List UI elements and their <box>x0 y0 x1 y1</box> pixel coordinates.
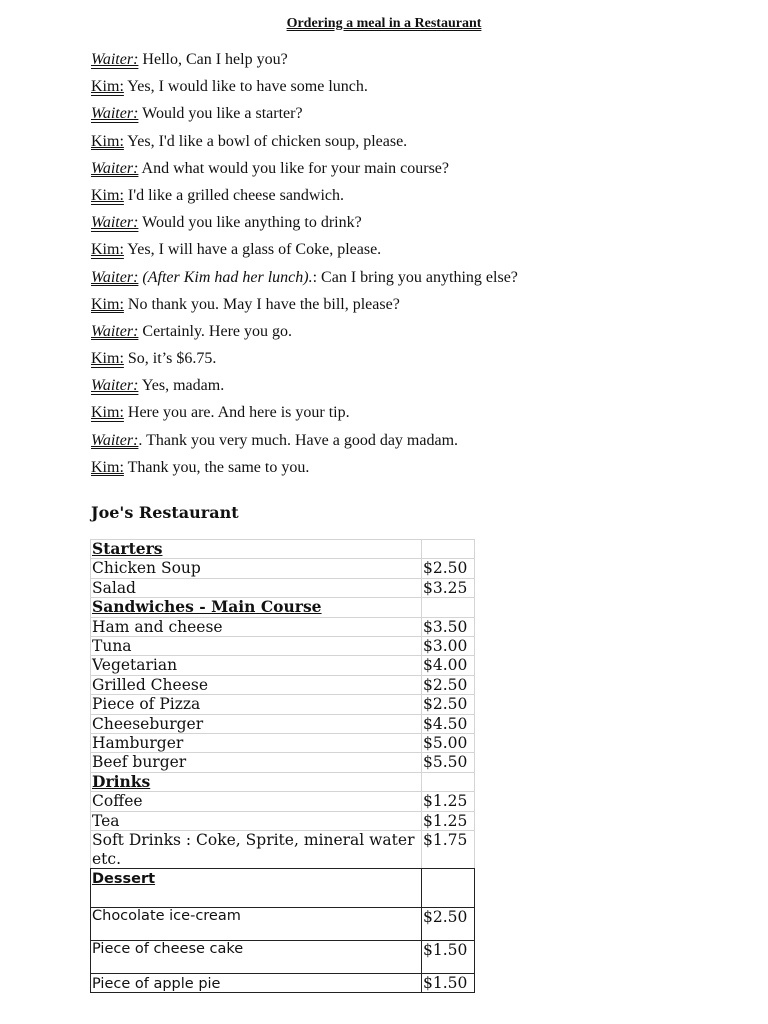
line-text: I'd like a grilled cheese sandwich. <box>123 186 345 204</box>
dialogue-line <box>91 295 518 322</box>
section-row <box>91 540 475 559</box>
line-text: Certainly. Here you go. <box>138 322 292 340</box>
menu-item: Salad <box>91 578 422 597</box>
line-text: Thank you, the same to you. <box>123 458 310 476</box>
dialogue <box>91 50 518 485</box>
menu-price: $2.50 <box>422 908 475 941</box>
table-row <box>91 734 475 753</box>
speaker-kim: Kim: <box>91 78 124 96</box>
table-row <box>91 941 475 974</box>
line-text: Here you are. And here is your tip. <box>123 404 350 422</box>
section-row <box>91 772 475 791</box>
menu-price: $1.50 <box>422 941 475 974</box>
dialogue-line <box>91 240 518 267</box>
speaker-kim: Kim: <box>91 295 124 313</box>
table-row <box>91 637 475 656</box>
table-row <box>91 974 475 993</box>
menu-price: $3.50 <box>422 617 475 636</box>
line-text: Yes, I will have a glass of Coke, please. <box>123 241 382 259</box>
table-row <box>91 714 475 733</box>
menu-item: Beef burger <box>91 753 422 772</box>
menu-item: Soft Drinks : Coke, Sprite, mineral water etc. <box>91 831 422 869</box>
menu-item: Grilled Cheese <box>91 675 422 694</box>
dialogue-line <box>91 213 518 240</box>
line-text: . Thank you very much. Have a good day madam. <box>138 431 459 449</box>
stage-direction: (After Kim had her lunch). <box>138 268 313 286</box>
menu-price: $3.25 <box>422 578 475 597</box>
dialogue-line <box>91 77 518 104</box>
table-row <box>91 792 475 811</box>
speaker-kim: Kim: <box>91 241 124 259</box>
menu-item: Piece of apple pie <box>91 974 422 993</box>
line-text: Would you like anything to drink? <box>138 214 362 232</box>
menu-item: Cheeseburger <box>91 714 422 733</box>
line-text: So, it’s $6.75. <box>123 350 217 368</box>
section-starters: Starters <box>91 540 422 559</box>
table-row <box>91 695 475 714</box>
dialogue-line <box>91 458 518 485</box>
line-text: Hello, Can I help you? <box>138 51 288 68</box>
table-row <box>91 656 475 675</box>
section-dessert: Dessert <box>91 869 422 908</box>
dialogue-line <box>91 104 518 131</box>
line-text: And what would you like for your main course? <box>138 159 450 177</box>
dialogue-line <box>91 159 518 186</box>
speaker-waiter: Waiter: <box>91 214 139 232</box>
dialogue-line <box>91 403 518 430</box>
dialogue-line <box>91 50 518 77</box>
dialogue-line <box>91 376 518 403</box>
section-sandwiches: Sandwiches - Main Course <box>91 598 422 617</box>
section-row <box>91 869 475 908</box>
menu-price: $1.25 <box>422 811 475 830</box>
table-row <box>91 908 475 941</box>
speaker-waiter: Waiter: <box>91 431 139 449</box>
menu-item: Coffee <box>91 792 422 811</box>
menu-price: $3.00 <box>422 637 475 656</box>
speaker-waiter: Waiter: <box>91 51 139 68</box>
dialogue-line <box>91 322 518 349</box>
line-text: Yes, I'd like a bowl of chicken soup, please. <box>123 132 408 150</box>
table-row <box>91 831 475 869</box>
speaker-kim: Kim: <box>91 186 124 204</box>
dialogue-line <box>91 186 518 213</box>
speaker-kim: Kim: <box>91 350 124 368</box>
menu-price: $4.00 <box>422 656 475 675</box>
menu-table <box>90 539 475 869</box>
speaker-kim: Kim: <box>91 132 124 150</box>
line-text: Yes, madam. <box>138 377 225 395</box>
menu-item: Hamburger <box>91 734 422 753</box>
dessert-table <box>90 868 475 993</box>
speaker-waiter: Waiter: <box>91 159 139 177</box>
table-row <box>91 578 475 597</box>
menu-price: $5.00 <box>422 734 475 753</box>
table-row <box>91 617 475 636</box>
speaker-waiter: Waiter: <box>91 268 139 286</box>
table-row <box>91 559 475 578</box>
line-text: : Can I bring you anything else? <box>312 268 518 286</box>
menu-item: Chocolate ice-cream <box>91 908 422 941</box>
menu-item: Vegetarian <box>91 656 422 675</box>
table-row <box>91 753 475 772</box>
table-row <box>91 811 475 830</box>
line-text: Yes, I would like to have some lunch. <box>123 78 368 96</box>
speaker-waiter: Waiter: <box>91 322 139 340</box>
menu-price: $2.50 <box>422 695 475 714</box>
line-text: No thank you. May I have the bill, please? <box>123 295 400 313</box>
dialogue-line <box>91 268 518 295</box>
menu-item: Piece of cheese cake <box>91 941 422 974</box>
menu-price: $1.50 <box>422 974 475 993</box>
section-row <box>91 598 475 617</box>
dialogue-line <box>91 349 518 376</box>
dialogue-line <box>91 431 518 458</box>
menu-price: $2.50 <box>422 559 475 578</box>
line-text: Would you like a starter? <box>138 105 303 123</box>
table-row <box>91 675 475 694</box>
speaker-waiter: Waiter: <box>91 105 139 123</box>
speaker-kim: Kim: <box>91 404 124 422</box>
menu-item: Ham and cheese <box>91 617 422 636</box>
menu-price: $5.50 <box>422 753 475 772</box>
menu-price: $1.75 <box>422 831 475 869</box>
menu-price: $4.50 <box>422 714 475 733</box>
menu-item: Piece of Pizza <box>91 695 422 714</box>
menu-item: Tuna <box>91 637 422 656</box>
speaker-kim: Kim: <box>91 458 124 476</box>
dialogue-line <box>91 132 518 159</box>
menu-price: $2.50 <box>422 675 475 694</box>
menu-item: Chicken Soup <box>91 559 422 578</box>
speaker-waiter: Waiter: <box>91 377 139 395</box>
page-title: Ordering a meal in a Restaurant <box>286 16 482 31</box>
section-drinks: Drinks <box>91 772 422 791</box>
menu-item: Tea <box>91 811 422 830</box>
menu-price: $1.25 <box>422 792 475 811</box>
restaurant-name: Joe's Restaurant <box>91 503 239 522</box>
